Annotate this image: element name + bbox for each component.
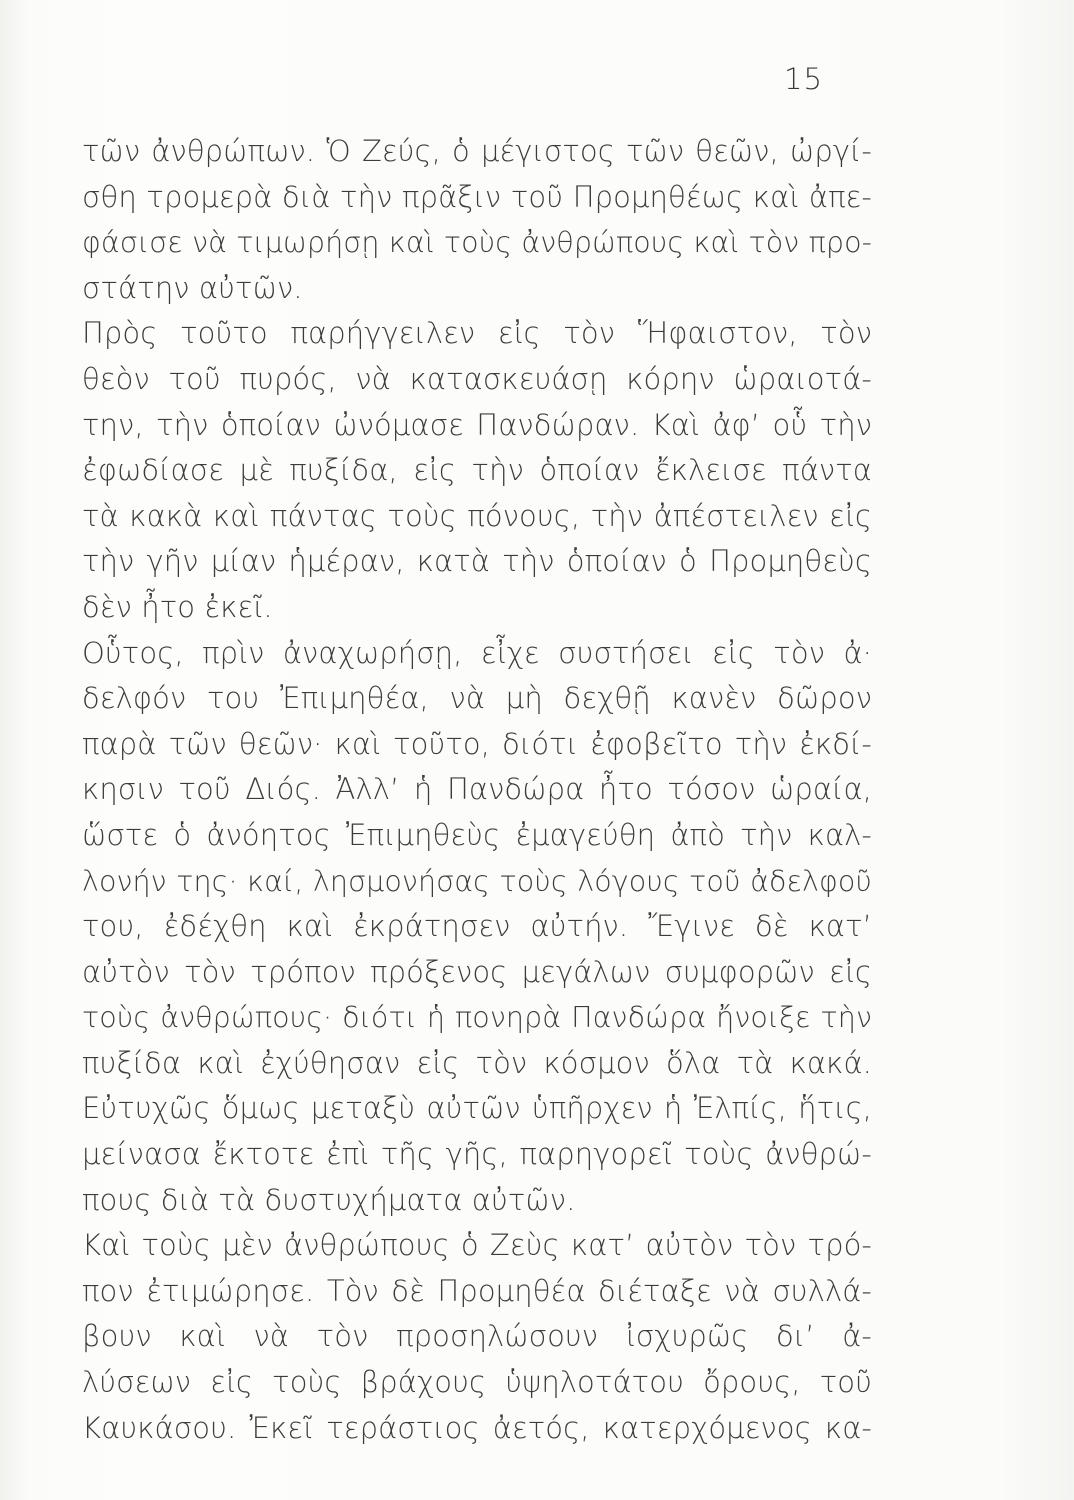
text-line: πον ἐτιμώρησε. Τὸν δὲ Προμηθέα διέταξε νὰ συλλά- (82, 1273, 872, 1308)
text-line: πους διὰ τὰ δυστυχήματα αὐτῶν. (82, 1182, 576, 1217)
text-line: δὲν ἦτο ἐκεῖ. (82, 589, 273, 624)
text-line: ὥστε ὁ ἀνόητος Ἐπιμηθεὺς ἐμαγεύθη ἀπὸ τὴν καλ- (82, 817, 872, 852)
text-line: Καυκάσου. Ἐκεῖ τεράστιος ἀετός, κατερχόμενος κα- (82, 1410, 872, 1445)
text-line: στάτην αὐτῶν. (82, 270, 303, 305)
text-line: τοὺς ἀνθρώπους· διότι ἡ πονηρὰ Πανδώρα ἤνοιξε τὴν (82, 1001, 872, 1035)
text-line: δελφόν του Ἐπιμηθέα, νὰ μὴ δεχθῇ κανὲν δῶρον (82, 681, 872, 716)
text-line: κησιν τοῦ Διός. Ἀλλ’ ἡ Πανδώρα ἦτο τόσον ὡραία, (82, 772, 872, 807)
text-line: αὐτὸν τὸν τρόπον πρόξενος μεγάλων συμφορῶν εἰς (82, 954, 872, 989)
text-line: βουν καὶ νὰ τὸν προσηλώσουν ἰσχυρῶς δι’ ἀ- (82, 1319, 872, 1354)
text-line: Εὐτυχῶς ὅμως μεταξὺ αὐτῶν ὑπῆρχεν ἡ Ἐλπίς, ἥτις, (82, 1091, 872, 1126)
text-line: τὴν γῆν μίαν ἡμέραν, κατὰ τὴν ὁποίαν ὁ Προμηθεὺς (82, 544, 872, 579)
body-text (82, 129, 872, 1451)
text-line: τὰ κακὰ καὶ πάντας τοὺς πόνους, τὴν ἀπέστειλεν εἰς (82, 498, 872, 533)
text-line: ἐφωδίασε μὲ πυξίδα, εἰς τὴν ὁποίαν ἔκλεισε πάντα (82, 453, 872, 488)
text-line: Πρὸς τοῦτο παρήγγειλεν εἰς τὸν Ἥφαιστον, τὸν (82, 316, 872, 351)
text-line: Οὗτος, πρὶν ἀναχωρήσῃ, εἶχε συστήσει εἰς τὸν ἀ· (82, 635, 872, 670)
text-line: Καὶ τοὺς μὲν ἀνθρώπους ὁ Ζεὺς κατ’ αὐτὸν τὸν τρό- (82, 1228, 872, 1263)
text-line: του, ἐδέχθη καὶ ἐκράτησεν αὐτήν. Ἔγινε δὲ κατ’ (82, 909, 872, 944)
text-line: πυξίδα καὶ ἐχύθησαν εἰς τὸν κόσμον ὅλα τὰ κακά. (82, 1045, 872, 1080)
text-line: φάσισε νὰ τιμωρήσῃ καὶ τοὺς ἀνθρώπους καὶ τὸν προ- (82, 226, 872, 260)
text-line: σθη τρομερὰ διὰ τὴν πρᾶξιν τοῦ Προμηθέως καὶ ἀπε- (82, 179, 872, 214)
text-line: παρὰ τῶν θεῶν· καὶ τοῦτο, διότι ἐφοβεῖτο τὴν ἐκδί- (82, 726, 872, 761)
page-number: 15 (784, 62, 823, 96)
text-line: λονήν της· καί, λησμονήσας τοὺς λόγους τοῦ ἀδελφοῦ (82, 864, 872, 898)
text-line: λύσεων εἰς τοὺς βράχους ὑψηλοτάτου ὄρους, τοῦ (82, 1365, 872, 1400)
text-line: θεὸν τοῦ πυρός, νὰ κατασκευάσῃ κόρην ὡραιοτά- (82, 361, 872, 396)
text-line: την, τὴν ὁποίαν ὠνόμασε Πανδώραν. Καὶ ἀφ’ οὗ τὴν (82, 407, 872, 442)
text-line: μείνασα ἔκτοτε ἐπὶ τῆς γῆς, παρηγορεῖ τοὺς ἀνθρώ- (82, 1137, 872, 1172)
text-line: τῶν ἀνθρώπων. Ὁ Ζεύς, ὁ μέγιστος τῶν θεῶν, ὠργί- (82, 134, 872, 168)
